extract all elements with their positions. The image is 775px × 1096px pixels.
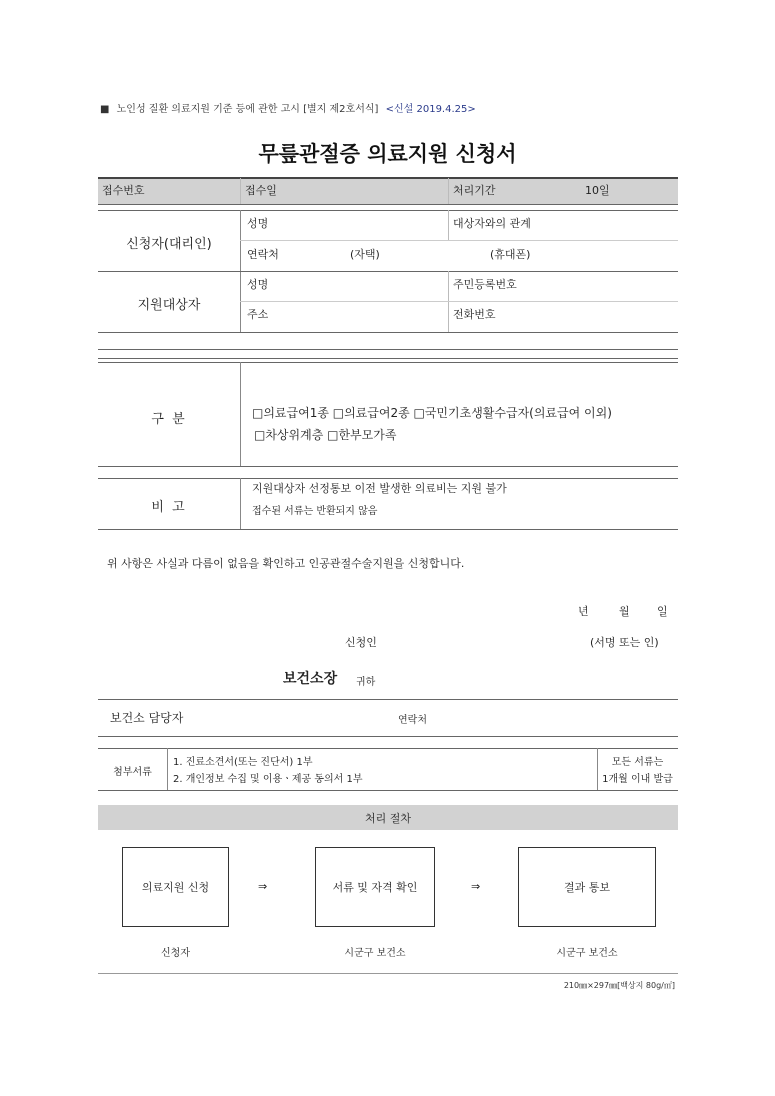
procedure-actor-3: 시군구 보건소 xyxy=(556,948,618,959)
date-day[interactable]: 일 xyxy=(657,605,668,618)
form-title: 무릎관절증 의료지원 신청서 xyxy=(258,142,517,166)
header-bullet: ■ xyxy=(100,104,110,115)
remarks-line2: 접수된 서류는 반환되지 않음 xyxy=(252,506,378,517)
procedure-title: 처리 절차 xyxy=(364,811,411,825)
attachments-label: 첨부서류 xyxy=(113,767,152,778)
arrow-icon: ⇒ xyxy=(258,880,268,893)
applicant-relation-label[interactable]: 대상자와의 관계 xyxy=(453,217,531,230)
recipient-suffix: 귀하 xyxy=(356,677,376,688)
signer-label: 신청인 xyxy=(345,636,377,649)
category-label: 구 분 xyxy=(151,412,187,427)
applicant-home-phone-label[interactable]: (자택) xyxy=(350,248,380,261)
staff-contact-label[interactable]: 연락처 xyxy=(398,715,427,726)
procedure-header xyxy=(98,805,678,830)
remarks-line1: 지원대상자 선정통보 이전 발생한 의료비는 지원 불가 xyxy=(252,482,507,495)
receipt-number-label: 접수번호 xyxy=(102,184,145,197)
target-rrn-label[interactable]: 주민등록번호 xyxy=(453,278,517,291)
staff-label: 보건소 담당자 xyxy=(110,711,184,725)
processing-period-label: 처리기간 xyxy=(453,184,496,197)
attachment-item-2: 2. 개인정보 수집 및 이용ㆍ제공 동의서 1부 xyxy=(173,774,363,785)
attachment-item-1: 1. 진료소견서(또는 진단서) 1부 xyxy=(173,757,313,768)
recipient-name: 보건소장 xyxy=(283,671,338,687)
procedure-step-1 xyxy=(122,847,229,927)
applicant-label: 신청자(대리인) xyxy=(126,237,212,252)
signature-field[interactable]: (서명 또는 인) xyxy=(590,636,659,649)
applicant-contact-label[interactable]: 연락처 xyxy=(247,248,279,261)
arrow-icon: ⇒ xyxy=(471,880,481,893)
procedure-actor-1: 신청자 xyxy=(161,948,190,959)
procedure-step-1-label: 의료지원 신청 xyxy=(141,881,210,894)
procedure-step-3-label: 결과 통보 xyxy=(563,881,610,894)
applicant-name-label[interactable]: 성명 xyxy=(247,217,269,230)
target-phone-label[interactable]: 전화번호 xyxy=(453,308,496,321)
procedure-step-2 xyxy=(315,847,435,927)
header-text: 노인성 질환 의료지원 기준 등에 관한 고시 [별지 제2호서식] xyxy=(116,104,379,115)
header-date: <신설 2019.4.25> xyxy=(385,104,476,115)
applicant-mobile-label[interactable]: (휴대폰) xyxy=(490,248,531,261)
paper-spec: 210㎜×297㎜[백상지 80g/㎡] xyxy=(563,981,675,990)
attachments-note-1: 모든 서류는 xyxy=(611,757,664,768)
remarks-label: 비 고 xyxy=(151,500,187,515)
category-options-row2[interactable]: □차상위계층 □한부모가족 xyxy=(254,428,397,442)
date-year[interactable]: 년 xyxy=(578,605,589,618)
form-header-note xyxy=(100,100,476,115)
attachments-note-2: 1개월 이내 발급 xyxy=(602,774,673,785)
procedure-step-3 xyxy=(518,847,656,927)
declaration-text: 위 사항은 사실과 다름이 없음을 확인하고 인공관절수술지원을 신청합니다. xyxy=(107,557,465,570)
processing-period-value: 10일 xyxy=(585,184,610,197)
receipt-date-label: 접수일 xyxy=(245,184,277,197)
procedure-actor-2: 시군구 보건소 xyxy=(344,948,406,959)
target-label: 지원대상자 xyxy=(137,298,201,313)
target-address-label[interactable]: 주소 xyxy=(247,308,269,321)
category-options-row1[interactable]: □의료급여1종 □의료급여2종 □국민기초생활수급자(의료급여 이외) xyxy=(252,406,612,420)
target-name-label[interactable]: 성명 xyxy=(247,278,269,291)
procedure-step-2-label: 서류 및 자격 확인 xyxy=(332,881,418,894)
date-month[interactable]: 월 xyxy=(619,605,630,618)
